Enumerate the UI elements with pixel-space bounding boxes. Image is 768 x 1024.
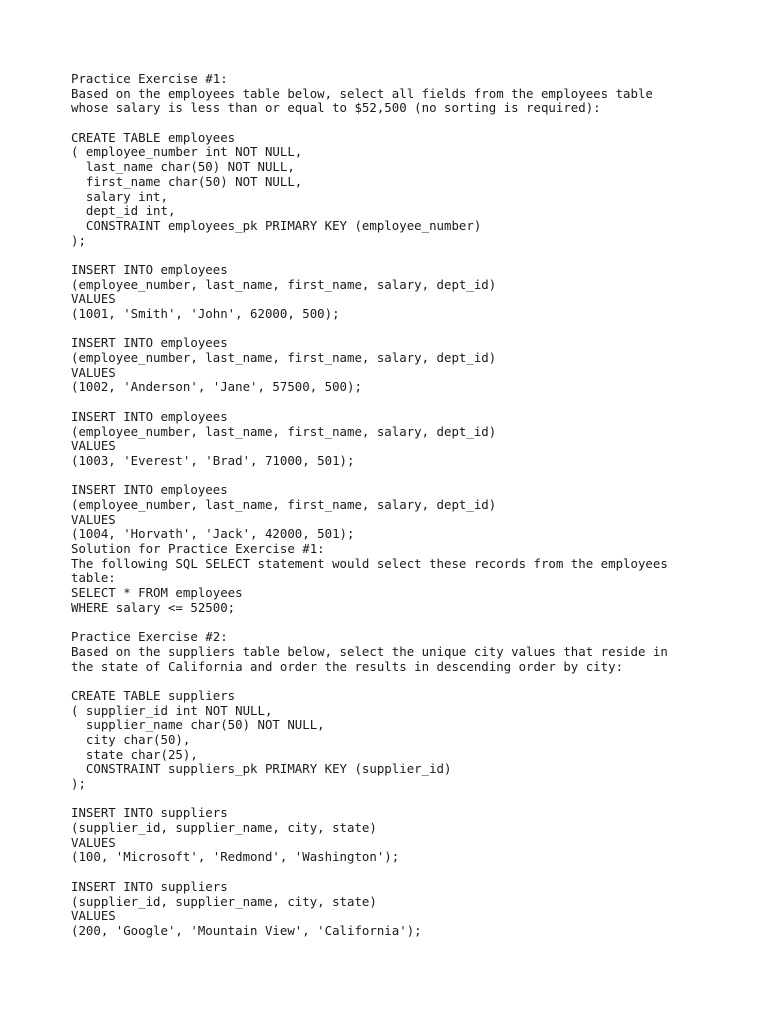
code-line: VALUES (71, 834, 116, 850)
code-line: (1001, 'Smith', 'John', 62000, 500); (71, 306, 340, 321)
code-line: INSERT INTO suppliers (71, 878, 228, 894)
document-page (71, 72, 711, 939)
exercise-1-prompt (71, 72, 711, 116)
code-line: (employee_number, last_name, first_name, salary, dept_id) (71, 350, 497, 366)
code-line: dept_id int, (71, 203, 176, 219)
code-line: VALUES (71, 364, 116, 380)
text-line: Based on the suppliers table below, select the unique city values that reside in (71, 643, 668, 659)
code-line: INSERT INTO employees (71, 335, 228, 351)
code-line: city char(50), (71, 731, 191, 747)
code-line: (200, 'Google', 'Mountain View', 'California'); (71, 922, 422, 938)
code-line: supplier_name char(50) NOT NULL, (71, 717, 325, 733)
code-line: (employee_number, last_name, first_name, salary, dept_id) (71, 496, 497, 512)
solution-heading: Solution for Practice Exercise #1: (71, 541, 325, 556)
code-line: (supplier_id, supplier_name, city, state) (71, 893, 377, 909)
text-line: whose salary is less than or equal to $52,500 (no sorting is required): (71, 100, 601, 116)
code-line: INSERT INTO suppliers (71, 805, 228, 821)
insert-employee-statement (71, 336, 711, 395)
insert-supplier-statement (71, 806, 711, 865)
code-line: ( employee_number int NOT NULL, (71, 144, 303, 160)
code-line: (employee_number, last_name, first_name, salary, dept_id) (71, 276, 497, 292)
text-line: Practice Exercise #1: (71, 71, 228, 86)
code-line: first_name char(50) NOT NULL, (71, 173, 303, 189)
code-line: (employee_number, last_name, first_name, salary, dept_id) (71, 423, 497, 439)
code-line: CONSTRAINT suppliers_pk PRIMARY KEY (supplier_id) (71, 761, 452, 777)
text-line: the state of California and order the results in descending order by city: (71, 658, 624, 674)
code-line: VALUES (71, 511, 116, 527)
insert-employee-statement (71, 263, 711, 322)
code-line: SELECT * FROM employees (71, 585, 243, 601)
insert-employee-and-solution (71, 483, 711, 615)
code-line: (100, 'Microsoft', 'Redmond', 'Washington'); (71, 849, 400, 865)
create-employees-statement (71, 131, 711, 249)
code-line: VALUES (71, 438, 116, 454)
code-line: state char(25), (71, 746, 198, 762)
text-line: table: (71, 570, 116, 586)
code-line: ( supplier_id int NOT NULL, (71, 702, 273, 718)
code-line: last_name char(50) NOT NULL, (71, 159, 295, 175)
code-line: salary int, (71, 188, 168, 204)
code-line: VALUES (71, 908, 116, 924)
code-line: (1003, 'Everest', 'Brad', 71000, 501); (71, 452, 355, 468)
text-line: Practice Exercise #2: (71, 629, 228, 645)
code-line: CONSTRAINT employees_pk PRIMARY KEY (employee_number) (71, 217, 482, 233)
code-line: ); (71, 232, 86, 248)
code-line: (1002, 'Anderson', 'Jane', 57500, 500); (71, 379, 362, 395)
text-line: The following SQL SELECT statement would select these records from the employees (71, 555, 668, 571)
code-line: INSERT INTO employees (71, 261, 228, 277)
code-line: INSERT INTO employees (71, 482, 228, 498)
code-line: (1004, 'Horvath', 'Jack', 42000, 501); (71, 526, 355, 542)
code-line: INSERT INTO employees (71, 408, 228, 424)
insert-supplier-statement (71, 880, 711, 939)
insert-employee-statement (71, 410, 711, 469)
code-line: VALUES (71, 291, 116, 307)
text-line: Based on the employees table below, select all fields from the employees table (71, 85, 653, 101)
code-line: (supplier_id, supplier_name, city, state) (71, 820, 377, 836)
code-line: ); (71, 776, 86, 791)
code-line: CREATE TABLE suppliers (71, 687, 236, 703)
code-line: WHERE salary <= 52500; (71, 599, 236, 615)
exercise-2-prompt (71, 630, 711, 674)
code-line: CREATE TABLE employees (71, 129, 236, 145)
create-suppliers-statement (71, 689, 711, 792)
